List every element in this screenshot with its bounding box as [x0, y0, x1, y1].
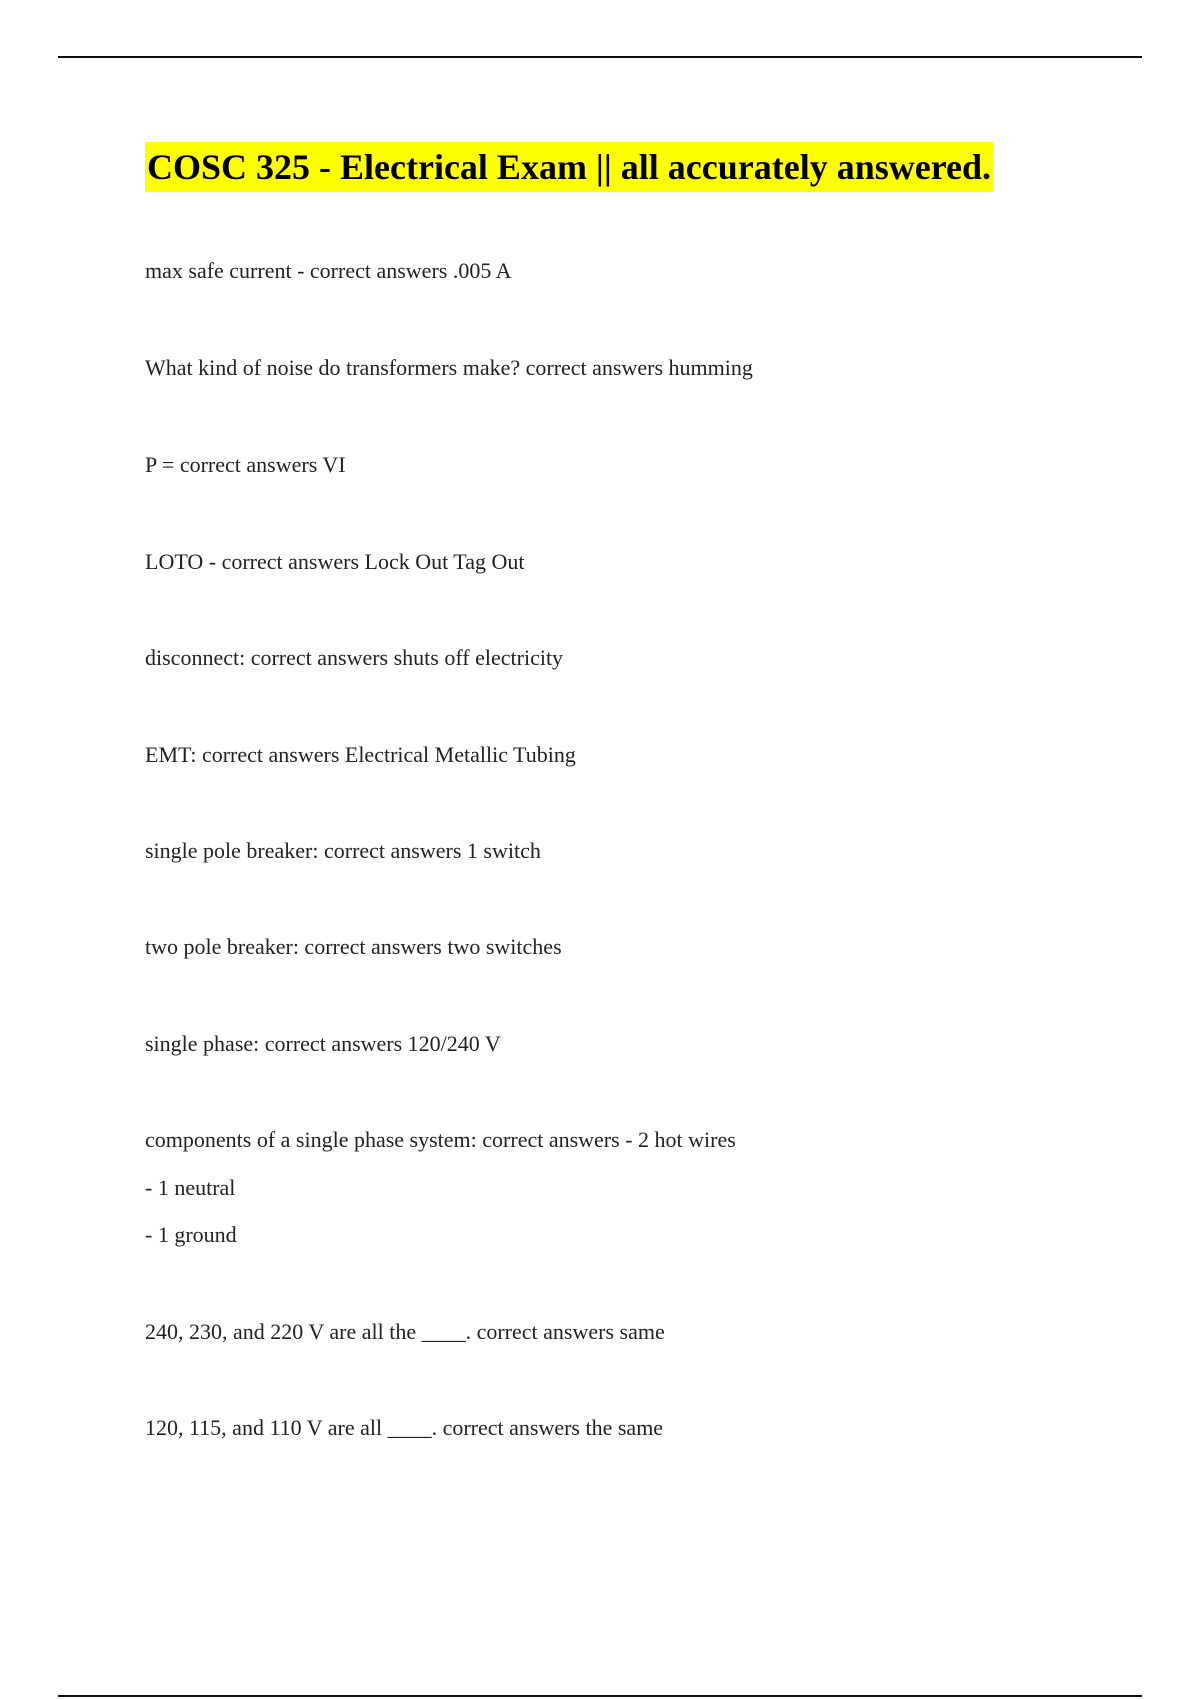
qa-entry: P = correct answers VI [145, 452, 346, 477]
qa-entry: two pole breaker: correct answers two switches [145, 934, 562, 959]
qa-entry-continuation: - 1 ground [145, 1222, 237, 1247]
qa-entry: LOTO - correct answers Lock Out Tag Out [145, 549, 525, 574]
top-rule [58, 56, 1142, 58]
qa-entry: single pole breaker: correct answers 1 switch [145, 838, 541, 863]
qa-entry: components of a single phase system: correct answers - 2 hot wires [145, 1127, 736, 1152]
title-block [145, 142, 993, 192]
qa-entry: EMT: correct answers Electrical Metallic Tubing [145, 742, 576, 767]
document-title: COSC 325 - Electrical Exam || all accurately answered. [145, 142, 993, 192]
bottom-rule [58, 1695, 1142, 1697]
qa-entry: What kind of noise do transformers make? correct answers humming [145, 355, 753, 380]
qa-entry-continuation: - 1 neutral [145, 1175, 236, 1200]
qa-entry: 240, 230, and 220 V are all the ____. correct answers same [145, 1319, 665, 1344]
qa-entry: single phase: correct answers 120/240 V [145, 1031, 501, 1056]
qa-entry: max safe current - correct answers .005 A [145, 258, 512, 283]
qa-entry: disconnect: correct answers shuts off electricity [145, 645, 564, 670]
qa-entry: 120, 115, and 110 V are all ____. correct answers the same [145, 1415, 664, 1440]
